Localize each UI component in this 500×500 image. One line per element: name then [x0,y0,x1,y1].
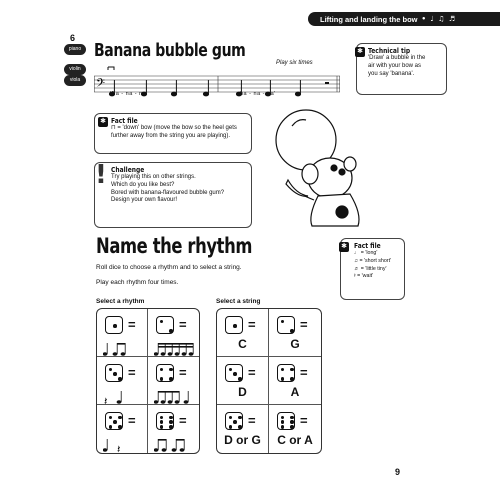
dice-6-icon [156,412,174,430]
rhythm-notation-sixteenths [154,340,198,358]
play-six-times-note: Play six times [276,60,313,66]
equals-sign: = [300,413,308,428]
dice-6-icon [277,412,295,430]
dice-pip [160,416,164,420]
technical-tip-heading: Technical tip [368,47,411,55]
tip-star-icon: ✱ [355,47,365,57]
dice-pip [113,420,117,424]
equals-sign: = [248,317,256,332]
section-header-glyphs: • ♩ ♫ ♬ [421,15,457,23]
margin-label-piano: piano [64,44,86,55]
dice-pip [281,320,285,324]
equals-sign: = [300,365,308,380]
rhythm-cell [97,357,148,405]
dice-pip [238,377,242,381]
bass-clef-icon: 𝄢 [96,77,106,93]
challenge-box [94,162,252,228]
technical-tip-line: 'Draw' a bubble in the [368,55,426,61]
dice-pip [160,425,164,429]
string-cell [217,405,269,453]
equals-sign: = [248,413,256,428]
technical-tip-box [356,43,447,95]
dice-4-icon [156,364,174,382]
select-rhythm-heading: Select a rhythm [96,298,145,305]
dice-pip [109,416,113,420]
string-name: D or G [224,433,261,447]
string-cell [217,357,269,405]
dice-pip [109,425,113,429]
string-dice-grid [216,308,322,454]
dice-pip [229,425,233,429]
rhythm-title: Name the rhythm [96,234,253,258]
dice-pip [281,420,285,424]
string-name: G [290,337,300,351]
exclamation-icon: ! [95,160,107,190]
dice-pip [229,416,233,420]
dice-pip [113,372,117,376]
rhythm-cell [97,309,148,357]
fact-file-line: ♩ = 'long' [354,250,378,256]
string-name: C or A [277,433,313,447]
rhythm-dice-grid [96,308,200,454]
dice-pip [281,425,285,429]
rhythm-cell [148,309,199,357]
fact-file-heading: Fact file [111,117,138,125]
rhythm-cell [148,357,199,405]
dice-pip [113,324,117,328]
fact-file-heading: Fact file [354,242,381,250]
fact-file-line: ♬ = 'little tiny' [354,265,387,272]
rhythm-notation-quarter-eighths [103,340,147,358]
challenge-line: Bored with banana-flavoured bubble gum? [111,189,225,196]
margin-number: 6 [70,33,76,43]
string-cell [269,357,321,405]
dice-pip [238,425,242,429]
rhythm-notation-rest-quarter [103,388,147,406]
dice-pip [169,377,173,381]
dice-pip [169,425,173,429]
technical-tip-line: you say 'banana'. [368,70,415,77]
dice-1-icon [105,316,123,334]
dice-pip [229,368,233,372]
fact-file-box [94,113,252,154]
monkey-bubble-gum-illustration [262,104,378,228]
select-string-heading: Select a string [216,298,261,305]
technical-tip-line: air with your bow as [368,62,422,69]
dice-pip [281,416,285,420]
rhythm-notation-two-eighth-pairs [154,436,198,454]
equals-sign: = [128,317,136,332]
challenge-line: Which do you like best? [111,181,175,188]
dice-3-icon [225,364,243,382]
equals-sign: = [179,317,187,332]
fact-star-icon: ✱ [98,117,108,127]
dice-pip [290,368,294,372]
dice-pip [169,420,173,424]
dice-2-icon [277,316,295,334]
dice-pip [233,372,237,376]
dice-pip [109,368,113,372]
lyric-line-1: 'Ba - na - na [110,91,147,97]
margin-label-violin: violin [64,64,86,75]
string-cell [217,309,269,357]
dice-2-icon [156,316,174,334]
fact-file-box-2 [340,238,405,300]
dice-pip [160,420,164,424]
dice-pip [118,377,122,381]
fact-file-line: ♫ = 'short short' [354,257,392,264]
fact-file-line: 𝄽 = 'wait' [354,273,374,280]
fact-star-icon: ✱ [339,242,349,252]
dice-3-icon [105,364,123,382]
fact-file-line: further away from the string you are playing). [111,132,231,139]
dice-4-icon [277,364,295,382]
challenge-line: Design your own flavour! [111,197,178,204]
string-name: C [238,337,247,351]
rhythm-notation-quarter-rest-quarter [103,436,147,454]
dice-5-icon [225,412,243,430]
challenge-heading: Challenge [111,166,145,174]
dice-pip [160,377,164,381]
dice-pip [160,320,164,324]
margin-label-viola: viola [64,75,86,86]
equals-sign: = [248,365,256,380]
section-header-title: Lifting and landing the bow [320,14,418,24]
dice-pip [169,329,173,333]
svg-text:𝄽: 𝄽 [104,395,108,406]
banana-title: Banana bubble gum [94,40,246,61]
challenge-line: Try playing this on other strings. [111,174,196,180]
rhythm-cell [148,405,199,453]
rhythm-intro-2: Play each rhythm four times. [96,279,179,286]
dice-pip [238,416,242,420]
string-name: A [290,385,300,399]
dice-pip [169,368,173,372]
dice-pip [118,416,122,420]
rhythm-notation-four-eighths-quarter [154,388,198,406]
rhythm-intro-1: Roll dice to choose a rhythm and to select a string. [96,264,242,271]
dice-pip [169,416,173,420]
equals-sign: = [128,413,136,428]
equals-sign: = [179,365,187,380]
dice-pip [160,368,164,372]
equals-sign: = [300,317,308,332]
lyric-line-2: ba - na - na' [240,91,276,97]
string-name: D [238,385,247,399]
fact-file-line: ⊓ = 'down' bow (move the bow so the heel gets [111,125,237,131]
string-cell [269,309,321,357]
dice-1-icon [225,316,243,334]
dice-pip [233,420,237,424]
dice-pip [281,377,285,381]
dice-pip [233,324,237,328]
dice-pip [290,377,294,381]
section-header-tab [308,12,500,26]
dice-pip [281,368,285,372]
dice-pip [290,416,294,420]
rhythm-cell [97,405,148,453]
string-cell [269,405,321,453]
dice-pip [290,420,294,424]
equals-sign: = [128,365,136,380]
down-bow-icon [108,67,114,70]
page-number: 9 [395,467,401,477]
dice-pip [118,425,122,429]
dice-5-icon [105,412,123,430]
equals-sign: = [179,413,187,428]
dice-pip [290,425,294,429]
dice-pip [290,329,294,333]
svg-text:𝄽: 𝄽 [117,443,121,454]
